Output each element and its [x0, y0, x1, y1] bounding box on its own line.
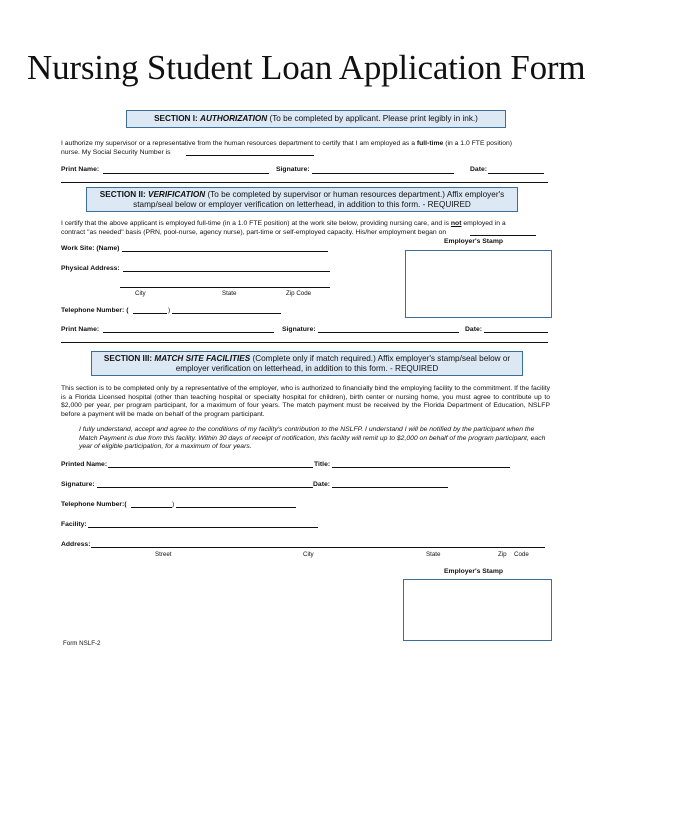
s2-employer-stamp-box[interactable]: [405, 250, 552, 318]
s1-date-label: Date:: [470, 166, 487, 173]
title-field[interactable]: [332, 467, 510, 468]
match-paragraph: This section is to be completed only by a representative of the employer, who is authorized to financially bind the employing facility to the commitment. If the facility is a Florida Licensed hospital (other than teaching hospital or specialty hospital for children), birth center or nursing home, you must agree to contribute up to $2,000 per year, per program participant, for a maximum of four years. The match payment must be received by the Florida Department of Education, NSLFP before a payment will be made on behalf of the program participant.: [61, 385, 550, 418]
divider: [61, 182, 548, 183]
ssn-label: nurse. My Social Security Number is: [61, 149, 171, 156]
s1-signature-label: Signature:: [276, 166, 310, 173]
s1-print-name-field[interactable]: [103, 173, 269, 174]
s3-telephone-paren: ): [172, 501, 175, 508]
s3-date-field[interactable]: [332, 487, 448, 488]
agreement-paragraph: I fully understand, accept and agree to the conditions of my facility's contribution to the NSLFP. I understand I will be notified by the participant when the Match Payment is due from this facility. Within 30 days of receipt of notification, this facility will remit up to $2,000 on behalf of the program participant, each year of eligible participation, for a maximum of four years.: [79, 426, 546, 451]
s2-telephone-label: Telephone Number: (: [61, 307, 129, 314]
section1-header: SECTION I: AUTHORIZATION (To be completed by applicant. Please print legibly in ink.): [126, 110, 506, 128]
employment-began-field[interactable]: [470, 235, 536, 236]
ssn-field[interactable]: [186, 155, 314, 156]
physical-address-field[interactable]: [123, 271, 330, 272]
s3-code-caption: Code: [514, 551, 529, 558]
s3-date-label: Date:: [313, 481, 330, 488]
section3-header: SECTION III: MATCH SITE FACILITIES (Complete only if match required.) Affix employer's stamp/seal below or employer verification on letterhead, in addition to this form. - REQUIRED: [91, 351, 523, 376]
divider: [61, 342, 548, 343]
s2-area-code-field[interactable]: [133, 313, 167, 314]
facility-field[interactable]: [88, 527, 318, 528]
section2-header: SECTION II: VERIFICATION (To be completed by supervisor or human resources department.) Affix employer's stamp/seal below or employer verification on letterhead, in addition to this form. - REQUIRED: [86, 187, 518, 212]
page-title: Nursing Student Loan Application Form: [27, 48, 586, 87]
s3-zip-caption: Zip: [498, 551, 507, 558]
s3-state-caption: State: [426, 551, 441, 558]
work-site-field[interactable]: [122, 251, 328, 252]
s2-telephone-field[interactable]: [172, 313, 281, 314]
s2-date-label: Date:: [465, 326, 482, 333]
s3-area-code-field[interactable]: [131, 507, 172, 508]
s2-zip-caption: Zip Code: [286, 290, 312, 297]
work-site-label: Work Site: (Name): [61, 245, 120, 252]
s3-signature-label: Signature:: [61, 481, 95, 488]
printed-name-field[interactable]: [108, 467, 313, 468]
s2-date-field[interactable]: [484, 332, 548, 333]
s2-signature-label: Signature:: [282, 326, 316, 333]
s3-telephone-label: Telephone Number:(: [61, 501, 127, 508]
printed-name-label: Printed Name:: [61, 461, 108, 468]
title-label: Title:: [314, 461, 331, 468]
form-id: Form NSLF-2: [63, 640, 101, 647]
address-label: Address:: [61, 541, 91, 548]
physical-address-label: Physical Address:: [61, 265, 120, 272]
s3-city-caption: City: [303, 551, 314, 558]
certify-text: I certify that the above applicant is employed full-time (in a 1.0 FTE position) at the work site below, providing nursing care, and is not employed in a: [61, 220, 506, 227]
address-field[interactable]: [91, 547, 545, 548]
authorize-text: I authorize my supervisor or a representative from the human resources department to certify that I am employed as a full-time (in a 1.0 FTE position): [61, 140, 513, 147]
s2-telephone-paren: ): [168, 307, 171, 314]
s3-telephone-field[interactable]: [176, 507, 296, 508]
s1-print-name-label: Print Name:: [61, 166, 100, 173]
s2-employer-stamp-label: Employer's Stamp: [444, 238, 504, 245]
city-state-zip-field[interactable]: [120, 287, 330, 288]
s2-print-name-label: Print Name:: [61, 326, 100, 333]
s3-signature-field[interactable]: [97, 487, 313, 488]
facility-label: Facility:: [61, 521, 87, 528]
s2-state-caption: State: [222, 290, 237, 297]
s2-print-name-field[interactable]: [103, 332, 274, 333]
s1-signature-field[interactable]: [312, 173, 454, 174]
s2-signature-field[interactable]: [318, 332, 459, 333]
s3-street-caption: Street: [155, 551, 172, 558]
employment-began-label: contract "as needed" basis (PRN, pool-nurse, agency nurse), part-time or self-employed capacity. His/her employment began on: [61, 229, 447, 236]
s3-employer-stamp-box[interactable]: [403, 579, 552, 641]
s1-date-field[interactable]: [488, 173, 544, 174]
s3-employer-stamp-label: Employer's Stamp: [444, 568, 504, 575]
s2-city-caption: City: [135, 290, 146, 297]
